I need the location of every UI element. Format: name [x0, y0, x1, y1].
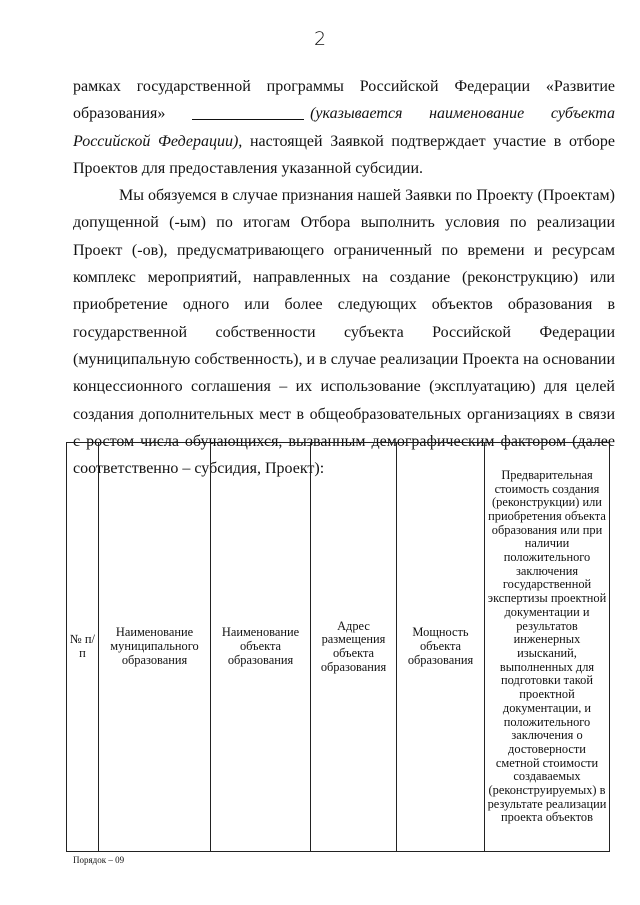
paragraph-1 — [73, 73, 615, 182]
blank-field — [192, 105, 304, 120]
footer-note: Порядок – 09 — [73, 855, 125, 865]
body-text — [73, 73, 615, 482]
header-object-name: Наименование объекта образования — [211, 443, 311, 852]
page-number: 2 — [313, 28, 327, 50]
objects-table — [66, 442, 610, 852]
paragraph-1-rest: настоящей Заявкой подтверждает участие в отборе Проектов для предоставления указанной субсидии. — [73, 132, 616, 177]
header-municipality: Наименование муниципального образования — [99, 443, 211, 852]
header-number: № п/п — [67, 443, 99, 852]
paragraph-1-line-1: рамках государственной программы Российской Федерации «Развитие образования» — [73, 78, 615, 123]
header-cost: Предварительная стоимость создания (реконструкции) или приобретения объекта образования или при наличии положительного заключения государственной экспертизы проектной документации и результатов инженерных изысканий, выполненных для подготовки такой проектной документации, и положительного заключения о достоверности сметной стоимости создаваемых (реконструируемых) в результате реализации проекта объектов — [485, 443, 610, 852]
header-address: Адрес размещения объекта образования — [311, 443, 397, 852]
header-capacity: Мощность объекта образования — [397, 443, 485, 852]
table-header-row — [67, 443, 610, 852]
italic-note: (указывается наименование субъекта Российской Федерации), — [73, 105, 616, 150]
paragraph-2: Мы обязуемся в случае признания нашей Заявки по Проекту (Проектам) допущенной (-ым) по итогам Отбора выполнить условия по реализации Проект (-ов), предусматривающего ограниченный по времени и ресурсам комплекс мероприятий, направленных на создание (реконструкцию) или приобретение одного или более следующих объектов образования в государственной собственности субъекта Российской Федерации (муниципальную собственность), и в случае реализации Проекта на основании концессионного соглашения – их использование (эксплуатацию) для целей создания дополнительных мест в общеобразовательных организациях в связи с ростом числа обучающихся, вызванным демографическим фактором (далее соответственно – субсидия, Проект): — [73, 187, 615, 478]
